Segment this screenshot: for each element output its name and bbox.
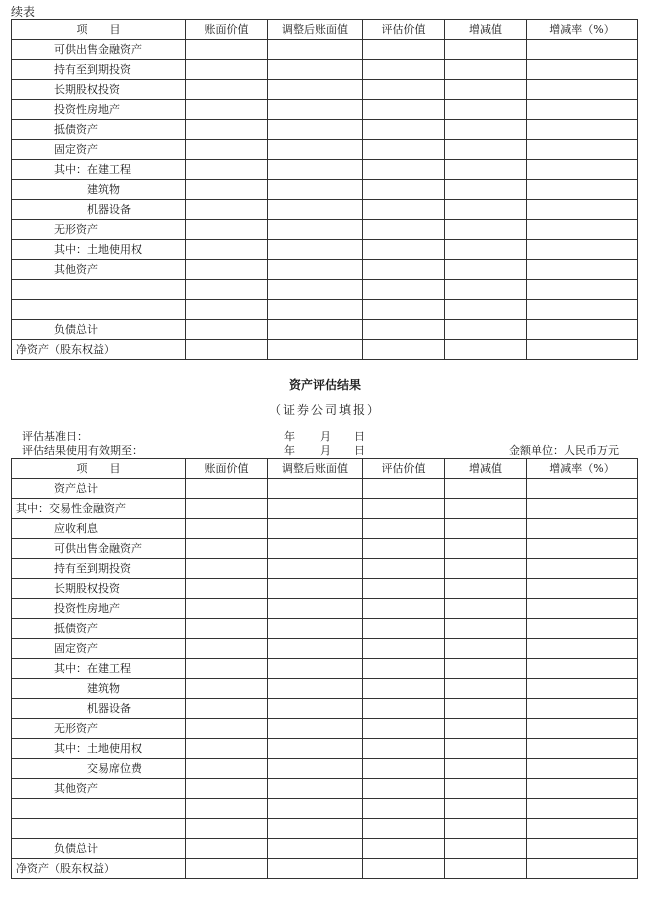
header-adjusted-book-value: 调整后账面值 bbox=[268, 20, 363, 40]
change-value-cell[interactable] bbox=[445, 320, 527, 340]
row-label: 无形资产 bbox=[12, 719, 186, 739]
change-rate-cell[interactable] bbox=[527, 240, 638, 260]
header-change-rate: 增减率（%） bbox=[527, 20, 638, 40]
row-label: 可供出售金融资产 bbox=[12, 40, 186, 60]
change-rate-cell[interactable] bbox=[527, 120, 638, 140]
appraised-value-cell[interactable] bbox=[363, 759, 445, 779]
change-rate-cell[interactable] bbox=[527, 100, 638, 120]
appraised-value-cell[interactable] bbox=[363, 60, 445, 80]
change-value-cell[interactable] bbox=[445, 140, 527, 160]
appraised-value-cell[interactable] bbox=[363, 200, 445, 220]
change-value-cell[interactable] bbox=[445, 240, 527, 260]
row-label: 其中：土地使用权 bbox=[12, 240, 186, 260]
row-label: 机器设备 bbox=[12, 699, 186, 719]
change-rate-cell[interactable] bbox=[527, 719, 638, 739]
adjusted-book-value-cell[interactable] bbox=[268, 160, 363, 180]
table-row bbox=[12, 759, 638, 779]
row-label: 其他资产 bbox=[12, 779, 186, 799]
table-row bbox=[12, 320, 638, 340]
appraised-value-cell[interactable] bbox=[363, 539, 445, 559]
adjusted-book-value-cell[interactable] bbox=[268, 519, 363, 539]
header-adjusted-book-value: 调整后账面值 bbox=[268, 459, 363, 479]
change-value-cell[interactable] bbox=[445, 40, 527, 60]
adjusted-book-value-cell[interactable] bbox=[268, 300, 363, 320]
book-value-cell[interactable] bbox=[186, 539, 268, 559]
row-label bbox=[12, 819, 186, 839]
appraised-value-cell[interactable] bbox=[363, 799, 445, 819]
change-value-cell[interactable] bbox=[445, 340, 527, 360]
adjusted-book-value-cell[interactable] bbox=[268, 659, 363, 679]
appraised-value-cell[interactable] bbox=[363, 619, 445, 639]
table-row bbox=[12, 639, 638, 659]
change-value-cell[interactable] bbox=[445, 779, 527, 799]
book-value-cell[interactable] bbox=[186, 40, 268, 60]
appraised-value-cell[interactable] bbox=[363, 819, 445, 839]
row-label: 固定资产 bbox=[12, 639, 186, 659]
table-row bbox=[12, 739, 638, 759]
book-value-cell[interactable] bbox=[186, 759, 268, 779]
appraised-value-cell[interactable] bbox=[363, 699, 445, 719]
change-value-cell[interactable] bbox=[445, 859, 527, 879]
book-value-cell[interactable] bbox=[186, 260, 268, 280]
row-label: 负债总计 bbox=[12, 839, 186, 859]
book-value-cell[interactable] bbox=[186, 100, 268, 120]
adjusted-book-value-cell[interactable] bbox=[268, 280, 363, 300]
header-change-rate: 增减率（%） bbox=[527, 459, 638, 479]
row-label: 固定资产 bbox=[12, 140, 186, 160]
row-label: 交易席位费 bbox=[12, 759, 186, 779]
appraised-value-cell[interactable] bbox=[363, 499, 445, 519]
appraised-value-cell[interactable] bbox=[363, 479, 445, 499]
appraised-value-cell[interactable] bbox=[363, 679, 445, 699]
row-label: 可供出售金融资产 bbox=[12, 539, 186, 559]
adjusted-book-value-cell[interactable] bbox=[268, 40, 363, 60]
book-value-cell[interactable] bbox=[186, 479, 268, 499]
adjusted-book-value-cell[interactable] bbox=[268, 320, 363, 340]
base-date-month: 月 bbox=[320, 430, 331, 443]
change-value-cell[interactable] bbox=[445, 120, 527, 140]
book-value-cell[interactable] bbox=[186, 799, 268, 819]
book-value-cell[interactable] bbox=[186, 320, 268, 340]
change-rate-cell[interactable] bbox=[527, 679, 638, 699]
book-value-cell[interactable] bbox=[186, 80, 268, 100]
table-row bbox=[12, 300, 638, 320]
appraised-value-cell[interactable] bbox=[363, 639, 445, 659]
change-value-cell[interactable] bbox=[445, 759, 527, 779]
change-value-cell[interactable] bbox=[445, 679, 527, 699]
change-value-cell[interactable] bbox=[445, 60, 527, 80]
book-value-cell[interactable] bbox=[186, 739, 268, 759]
adjusted-book-value-cell[interactable] bbox=[268, 100, 363, 120]
appraised-value-cell[interactable] bbox=[363, 280, 445, 300]
change-value-cell[interactable] bbox=[445, 300, 527, 320]
adjusted-book-value-cell[interactable] bbox=[268, 599, 363, 619]
adjusted-book-value-cell[interactable] bbox=[268, 180, 363, 200]
change-rate-cell[interactable] bbox=[527, 80, 638, 100]
appraised-value-cell[interactable] bbox=[363, 320, 445, 340]
change-value-cell[interactable] bbox=[445, 160, 527, 180]
row-label: 抵债资产 bbox=[12, 619, 186, 639]
table-row bbox=[12, 519, 638, 539]
book-value-cell[interactable] bbox=[186, 300, 268, 320]
table-row bbox=[12, 200, 638, 220]
validity-day: 日 bbox=[354, 444, 365, 457]
row-label bbox=[12, 799, 186, 819]
book-value-cell[interactable] bbox=[186, 200, 268, 220]
table-row bbox=[12, 579, 638, 599]
table-row bbox=[12, 559, 638, 579]
table-row bbox=[12, 659, 638, 679]
book-value-cell[interactable] bbox=[186, 180, 268, 200]
row-label: 抵债资产 bbox=[12, 120, 186, 140]
appraised-value-cell[interactable] bbox=[363, 300, 445, 320]
book-value-cell[interactable] bbox=[186, 659, 268, 679]
row-label: 长期股权投资 bbox=[12, 579, 186, 599]
change-rate-cell[interactable] bbox=[527, 579, 638, 599]
header-appraised-value: 评估价值 bbox=[363, 20, 445, 40]
table-row bbox=[12, 80, 638, 100]
header-change-value: 增减值 bbox=[445, 20, 527, 40]
adjusted-book-value-cell[interactable] bbox=[268, 60, 363, 80]
row-label: 负债总计 bbox=[12, 320, 186, 340]
row-label bbox=[12, 280, 186, 300]
base-date-year: 年 bbox=[284, 430, 295, 443]
appraised-value-cell[interactable] bbox=[363, 220, 445, 240]
book-value-cell[interactable] bbox=[186, 140, 268, 160]
change-rate-cell[interactable] bbox=[527, 699, 638, 719]
table-row bbox=[12, 599, 638, 619]
table-row bbox=[12, 260, 638, 280]
book-value-cell[interactable] bbox=[186, 559, 268, 579]
table-row bbox=[12, 100, 638, 120]
appraised-value-cell[interactable] bbox=[363, 519, 445, 539]
change-rate-cell[interactable] bbox=[527, 320, 638, 340]
row-label: 长期股权投资 bbox=[12, 80, 186, 100]
change-value-cell[interactable] bbox=[445, 599, 527, 619]
change-rate-cell[interactable] bbox=[527, 819, 638, 839]
continued-label: 续表 bbox=[11, 5, 36, 19]
table-row bbox=[12, 479, 638, 499]
appraised-value-cell[interactable] bbox=[363, 260, 445, 280]
appraised-value-cell[interactable] bbox=[363, 180, 445, 200]
table-row bbox=[12, 120, 638, 140]
change-value-cell[interactable] bbox=[445, 659, 527, 679]
table-row bbox=[12, 499, 638, 519]
appraised-value-cell[interactable] bbox=[363, 839, 445, 859]
change-value-cell[interactable] bbox=[445, 200, 527, 220]
table-row bbox=[12, 819, 638, 839]
change-value-cell[interactable] bbox=[445, 839, 527, 859]
appraised-value-cell[interactable] bbox=[363, 100, 445, 120]
row-label bbox=[12, 300, 186, 320]
change-rate-cell[interactable] bbox=[527, 519, 638, 539]
appraised-value-cell[interactable] bbox=[363, 859, 445, 879]
adjusted-book-value-cell[interactable] bbox=[268, 639, 363, 659]
adjusted-book-value-cell[interactable] bbox=[268, 679, 363, 699]
change-rate-cell[interactable] bbox=[527, 739, 638, 759]
change-rate-cell[interactable] bbox=[527, 599, 638, 619]
appraised-value-cell[interactable] bbox=[363, 240, 445, 260]
book-value-cell[interactable] bbox=[186, 839, 268, 859]
header-item: 项 目 bbox=[12, 459, 186, 479]
table-row bbox=[12, 699, 638, 719]
header-row bbox=[12, 20, 638, 40]
change-value-cell[interactable] bbox=[445, 559, 527, 579]
change-value-cell[interactable] bbox=[445, 80, 527, 100]
table-row bbox=[12, 539, 638, 559]
change-value-cell[interactable] bbox=[445, 699, 527, 719]
change-value-cell[interactable] bbox=[445, 260, 527, 280]
change-rate-cell[interactable] bbox=[527, 799, 638, 819]
table-row bbox=[12, 619, 638, 639]
unit-label: 金额单位：人民币万元 bbox=[509, 444, 619, 457]
appraised-value-cell[interactable] bbox=[363, 779, 445, 799]
book-value-cell[interactable] bbox=[186, 340, 268, 360]
page-subtitle: （证券公司填报） bbox=[268, 403, 381, 417]
table-row bbox=[12, 859, 638, 879]
table-row bbox=[12, 40, 638, 60]
book-value-cell[interactable] bbox=[186, 519, 268, 539]
table-row bbox=[12, 799, 638, 819]
validity-month: 月 bbox=[320, 444, 331, 457]
row-label: 资产总计 bbox=[12, 479, 186, 499]
adjusted-book-value-cell[interactable] bbox=[268, 739, 363, 759]
row-label: 机器设备 bbox=[12, 200, 186, 220]
change-rate-cell[interactable] bbox=[527, 479, 638, 499]
adjusted-book-value-cell[interactable] bbox=[268, 539, 363, 559]
appraised-value-cell[interactable] bbox=[363, 559, 445, 579]
base-date-day: 日 bbox=[354, 430, 365, 443]
header-book-value: 账面价值 bbox=[186, 20, 268, 40]
table-row bbox=[12, 180, 638, 200]
row-label: 其中：交易性金融资产 bbox=[12, 499, 186, 519]
appraised-value-cell[interactable] bbox=[363, 599, 445, 619]
book-value-cell[interactable] bbox=[186, 779, 268, 799]
change-rate-cell[interactable] bbox=[527, 639, 638, 659]
table-row bbox=[12, 240, 638, 260]
table-row bbox=[12, 679, 638, 699]
book-value-cell[interactable] bbox=[186, 120, 268, 140]
adjusted-book-value-cell[interactable] bbox=[268, 799, 363, 819]
adjusted-book-value-cell[interactable] bbox=[268, 140, 363, 160]
change-value-cell[interactable] bbox=[445, 220, 527, 240]
asset-evaluation-table bbox=[11, 458, 638, 879]
continued-table bbox=[11, 19, 638, 360]
page-title: 资产评估结果 bbox=[288, 378, 361, 392]
row-label: 投资性房地产 bbox=[12, 100, 186, 120]
adjusted-book-value-cell[interactable] bbox=[268, 340, 363, 360]
row-label: 持有至到期投资 bbox=[12, 60, 186, 80]
book-value-cell[interactable] bbox=[186, 859, 268, 879]
change-value-cell[interactable] bbox=[445, 639, 527, 659]
adjusted-book-value-cell[interactable] bbox=[268, 719, 363, 739]
book-value-cell[interactable] bbox=[186, 160, 268, 180]
row-label: 建筑物 bbox=[12, 180, 186, 200]
adjusted-book-value-cell[interactable] bbox=[268, 859, 363, 879]
change-value-cell[interactable] bbox=[445, 180, 527, 200]
adjusted-book-value-cell[interactable] bbox=[268, 499, 363, 519]
change-rate-cell[interactable] bbox=[527, 60, 638, 80]
change-rate-cell[interactable] bbox=[527, 200, 638, 220]
appraised-value-cell[interactable] bbox=[363, 659, 445, 679]
appraised-value-cell[interactable] bbox=[363, 739, 445, 759]
book-value-cell[interactable] bbox=[186, 220, 268, 240]
header-book-value: 账面价值 bbox=[186, 459, 268, 479]
header-change-value: 增减值 bbox=[445, 459, 527, 479]
adjusted-book-value-cell[interactable] bbox=[268, 120, 363, 140]
adjusted-book-value-cell[interactable] bbox=[268, 579, 363, 599]
book-value-cell[interactable] bbox=[186, 60, 268, 80]
adjusted-book-value-cell[interactable] bbox=[268, 80, 363, 100]
book-value-cell[interactable] bbox=[186, 599, 268, 619]
change-value-cell[interactable] bbox=[445, 579, 527, 599]
book-value-cell[interactable] bbox=[186, 699, 268, 719]
change-value-cell[interactable] bbox=[445, 739, 527, 759]
table-row bbox=[12, 719, 638, 739]
header-appraised-value: 评估价值 bbox=[363, 459, 445, 479]
change-value-cell[interactable] bbox=[445, 100, 527, 120]
adjusted-book-value-cell[interactable] bbox=[268, 819, 363, 839]
adjusted-book-value-cell[interactable] bbox=[268, 559, 363, 579]
change-value-cell[interactable] bbox=[445, 819, 527, 839]
adjusted-book-value-cell[interactable] bbox=[268, 839, 363, 859]
adjusted-book-value-cell[interactable] bbox=[268, 699, 363, 719]
table-row bbox=[12, 280, 638, 300]
adjusted-book-value-cell[interactable] bbox=[268, 220, 363, 240]
change-value-cell[interactable] bbox=[445, 799, 527, 819]
change-value-cell[interactable] bbox=[445, 499, 527, 519]
header-item: 项 目 bbox=[12, 20, 186, 40]
table-row bbox=[12, 220, 638, 240]
appraised-value-cell[interactable] bbox=[363, 719, 445, 739]
adjusted-book-value-cell[interactable] bbox=[268, 479, 363, 499]
table-row bbox=[12, 60, 638, 80]
book-value-cell[interactable] bbox=[186, 280, 268, 300]
table-row bbox=[12, 140, 638, 160]
change-rate-cell[interactable] bbox=[527, 180, 638, 200]
change-rate-cell[interactable] bbox=[527, 40, 638, 60]
row-label: 无形资产 bbox=[12, 220, 186, 240]
change-rate-cell[interactable] bbox=[527, 140, 638, 160]
change-value-cell[interactable] bbox=[445, 719, 527, 739]
book-value-cell[interactable] bbox=[186, 499, 268, 519]
appraised-value-cell[interactable] bbox=[363, 80, 445, 100]
change-rate-cell[interactable] bbox=[527, 859, 638, 879]
row-label: 净资产（股东权益） bbox=[12, 340, 186, 360]
header-row bbox=[12, 459, 638, 479]
row-label: 应收利息 bbox=[12, 519, 186, 539]
change-value-cell[interactable] bbox=[445, 539, 527, 559]
change-value-cell[interactable] bbox=[445, 280, 527, 300]
change-rate-cell[interactable] bbox=[527, 300, 638, 320]
book-value-cell[interactable] bbox=[186, 679, 268, 699]
change-value-cell[interactable] bbox=[445, 519, 527, 539]
change-rate-cell[interactable] bbox=[527, 779, 638, 799]
book-value-cell[interactable] bbox=[186, 579, 268, 599]
change-value-cell[interactable] bbox=[445, 619, 527, 639]
adjusted-book-value-cell[interactable] bbox=[268, 260, 363, 280]
row-label: 持有至到期投资 bbox=[12, 559, 186, 579]
change-rate-cell[interactable] bbox=[527, 340, 638, 360]
change-rate-cell[interactable] bbox=[527, 160, 638, 180]
row-label: 其中：在建工程 bbox=[12, 160, 186, 180]
change-rate-cell[interactable] bbox=[527, 220, 638, 240]
table-row bbox=[12, 160, 638, 180]
table-row bbox=[12, 839, 638, 859]
change-rate-cell[interactable] bbox=[527, 539, 638, 559]
change-rate-cell[interactable] bbox=[527, 559, 638, 579]
appraised-value-cell[interactable] bbox=[363, 120, 445, 140]
adjusted-book-value-cell[interactable] bbox=[268, 619, 363, 639]
row-label: 投资性房地产 bbox=[12, 599, 186, 619]
row-label: 其中：在建工程 bbox=[12, 659, 186, 679]
appraised-value-cell[interactable] bbox=[363, 340, 445, 360]
book-value-cell[interactable] bbox=[186, 639, 268, 659]
change-value-cell[interactable] bbox=[445, 479, 527, 499]
row-label: 其中：土地使用权 bbox=[12, 739, 186, 759]
book-value-cell[interactable] bbox=[186, 819, 268, 839]
change-rate-cell[interactable] bbox=[527, 839, 638, 859]
adjusted-book-value-cell[interactable] bbox=[268, 779, 363, 799]
table-row bbox=[12, 340, 638, 360]
appraised-value-cell[interactable] bbox=[363, 579, 445, 599]
change-rate-cell[interactable] bbox=[527, 619, 638, 639]
row-label: 净资产（股东权益） bbox=[12, 859, 186, 879]
row-label: 建筑物 bbox=[12, 679, 186, 699]
adjusted-book-value-cell[interactable] bbox=[268, 200, 363, 220]
adjusted-book-value-cell[interactable] bbox=[268, 240, 363, 260]
row-label: 其他资产 bbox=[12, 260, 186, 280]
change-rate-cell[interactable] bbox=[527, 280, 638, 300]
change-rate-cell[interactable] bbox=[527, 759, 638, 779]
appraised-value-cell[interactable] bbox=[363, 140, 445, 160]
change-rate-cell[interactable] bbox=[527, 260, 638, 280]
book-value-cell[interactable] bbox=[186, 719, 268, 739]
book-value-cell[interactable] bbox=[186, 619, 268, 639]
adjusted-book-value-cell[interactable] bbox=[268, 759, 363, 779]
validity-year: 年 bbox=[284, 444, 295, 457]
table-row bbox=[12, 779, 638, 799]
change-rate-cell[interactable] bbox=[527, 499, 638, 519]
base-date-label: 评估基准日： bbox=[22, 430, 88, 443]
change-rate-cell[interactable] bbox=[527, 659, 638, 679]
validity-label: 评估结果使用有效期至： bbox=[22, 444, 143, 457]
appraised-value-cell[interactable] bbox=[363, 160, 445, 180]
appraised-value-cell[interactable] bbox=[363, 40, 445, 60]
book-value-cell[interactable] bbox=[186, 240, 268, 260]
